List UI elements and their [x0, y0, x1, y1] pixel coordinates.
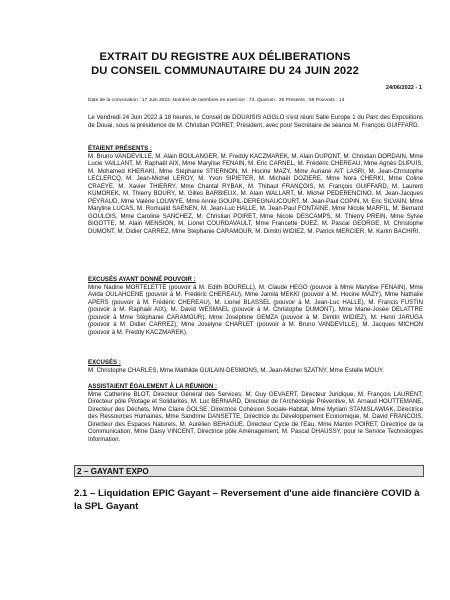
- subsection-title: 2.1 – Liquidation EPIC Gayant – Reversement d'une aide financière COVID à la SPL Gayant: [74, 488, 420, 512]
- title-line-1: EXTRAIT DU REGISTRE AUX DÉLIBERATIONS: [99, 51, 351, 63]
- assistaient-heading: ASSISTAIENT ÉGALEMENT À LA RÉUNION :: [88, 383, 217, 390]
- pouvoirs-section: [88, 276, 423, 336]
- pouvoirs-text: Mme Nadine MORTELETTE (pouvoir à M. Edith BOURELL), M. Claude HEGO (pouvoir à Mme Marylise FENAIN), Mme Avida OULAHCENE (pouvoir à M. Frédéric CHEREAU), Mme Jamila MEKKI (pouvoir à M. Hocine MAZY), Mme Nathalie APERS (pouvoir à M. Frédéric CHEREAU), M. Lionel BLASSEL (pouvoir à M. Jean-Luc HALLE), M. Francis FUSTIN (pouvoir à M. Raphaël AIX), M. David WESMAEL (pouvoir à M. Christophe DUMONT), Mme Marie-Josée DELATTRE (pouvoir à Mme Stéphanie CARAMOUR), Mme Joséphine GEMZA (pouvoir à M. Dimitri WIDIEZ), M. Henri JARUGA (pouvoir à M. Didier CARREZ), Mme Joselyne CHARLET (pouvoir à M. Bruno VANDEVILLE), M. Jacques MICHON (pouvoir à M. Freddy KACZMAREK).: [88, 283, 423, 336]
- deliberation-reference: 24/06/2022 - 1: [385, 85, 422, 91]
- excuses-text: M. Christophe CHARLES, Mme Mathilde GUILAIN-DESMONS, M. Jean-Michel SZATNY, Mme Estelle MOUY.: [88, 366, 384, 374]
- convocation-meta: Date de la convocation : 17 Juin 2022. Nombre de membres en exercice : 73. Quorum : 25 Présents : 56 Pouvoirs : 13: [88, 98, 345, 103]
- assistaient-text: Mme Catherine BLOT, Directeur Général des Services, M. Guy GEVAERT, Directeur Juridique, M. François LAURENT, Directeur pôle Pilotage et Solidarités, M. Luc BERNARD, Directeur de l'Archéologie Préventive, M. Arnaud HOUTTEMANE, Directeur des Déchets, Mme Claire GOLSE, Directrice Cohésion Sociale-Habitat, Mme Myriam STANISLAWIAK, Directrice des Ressources Humaines, Mme Sandrine DANSETTE, Directrice du Développement Economique, M. David FRANCOIS, Directeur des Espaces Naturels, M. Aurélien BEHAGUE, Directeur Cycle de l'Eau, Mme Marion POIRET, Directrice de la Communication, Mme Daisy VINCENT, Directrice pôle Aménagement, M. Pascal DHAUSSY, pour le Service Technologies Information.: [88, 390, 423, 443]
- document-title: [30, 50, 420, 78]
- assistaient-section: [88, 383, 423, 443]
- pouvoirs-heading: EXCUSÉS AYANT DONNÉ POUVOIR :: [88, 276, 196, 283]
- presents-text: M. Bruno VANDEVILLE, M. Alain BOULANGER, M. Freddy KACZMAREK, M. Alain DUPONT, M. Christian DORDAIN, Mme Lucie VAILLANT, M. Raphaël AIX, Mme Marylise FENAIN, M. Eric CARNEL, M. Frédéric CHEREAU, Mme Agnès DUPUIS, M. Mohamed KHERAKI, Mme Stéphanie STIERNON, M. Hocine MAZY, Mme Auriane AIT LASRI, M. Jean-Christophe LECLERCQ, M. Jean-Michel LEROY, M. Yvon SIPIETER, M. Michaël DOZIERE, Mme Nora CHERKI, Mme Coline CRAEYE, M. Xavier THIERRY, Mme Chantal RYBAK, M. Thibaut FRANÇOIS, M. François GUIFFARD, M. Laurent KUMOREK, M. Thierry BOURY, M. Gilles BARBIEUX, M. Alain WALLART, M. Michel PEDERENCINO, M. Jean-Jacques PEYRAUD, Mme Valérie LOUWYE, Mme Annie GOUPIL-DEREGNAUCOURT, M. Jean-Paul COPIN, M. Eric SILVAIN, Mme Maryline LUCAS, M. Romuald SAENEN, M. Jean-Luc HALLE, M. Jean-Paul FONTAINE, Mme Nicole MARFIL, M. Bernard GOULOIS, Mme Caroline SANCHEZ, M. Christian POIRET, Mme Nicole DESCAMPS, M. Thierry PREIN, Mme Sylvie BIGOTTE, M. Alain MENSION, M. Lionel COURDAVAULT, Mme Francette DUEZ, M. Pascal GEORGE, M. Christophe DUMONT, M. Didier CARREZ, Mme Stéphanie CARAMOUR, M. Dimitri WIDIEZ, M. Patrick MERCIER, M. Karim BACHIRI.: [88, 152, 423, 235]
- excuses-heading: EXCUSÉS :: [88, 359, 121, 366]
- excuses-section: [88, 359, 423, 374]
- title-line-2: DU CONSEIL COMMUNAUTAIRE DU 24 JUIN 2022: [91, 65, 359, 77]
- intro-text: Le Vendredi 24 Juin 2022 à 18 heures, le Conseil de DOUAISIS AGGLO s'est réuni Salle Europe 1 du Parc des Expositions de Douai, sous la présidence de M. Christian POIRET, Président, avec pour Secrétaire de séance M. François GUIFFARD.: [88, 114, 423, 129]
- section-heading-bar: 2 – GAYANT EXPO: [74, 465, 424, 477]
- presents-heading: ÉTAIENT PRÉSENTS :: [88, 145, 152, 152]
- presents-section: [88, 145, 423, 235]
- intro-paragraph: [88, 114, 423, 129]
